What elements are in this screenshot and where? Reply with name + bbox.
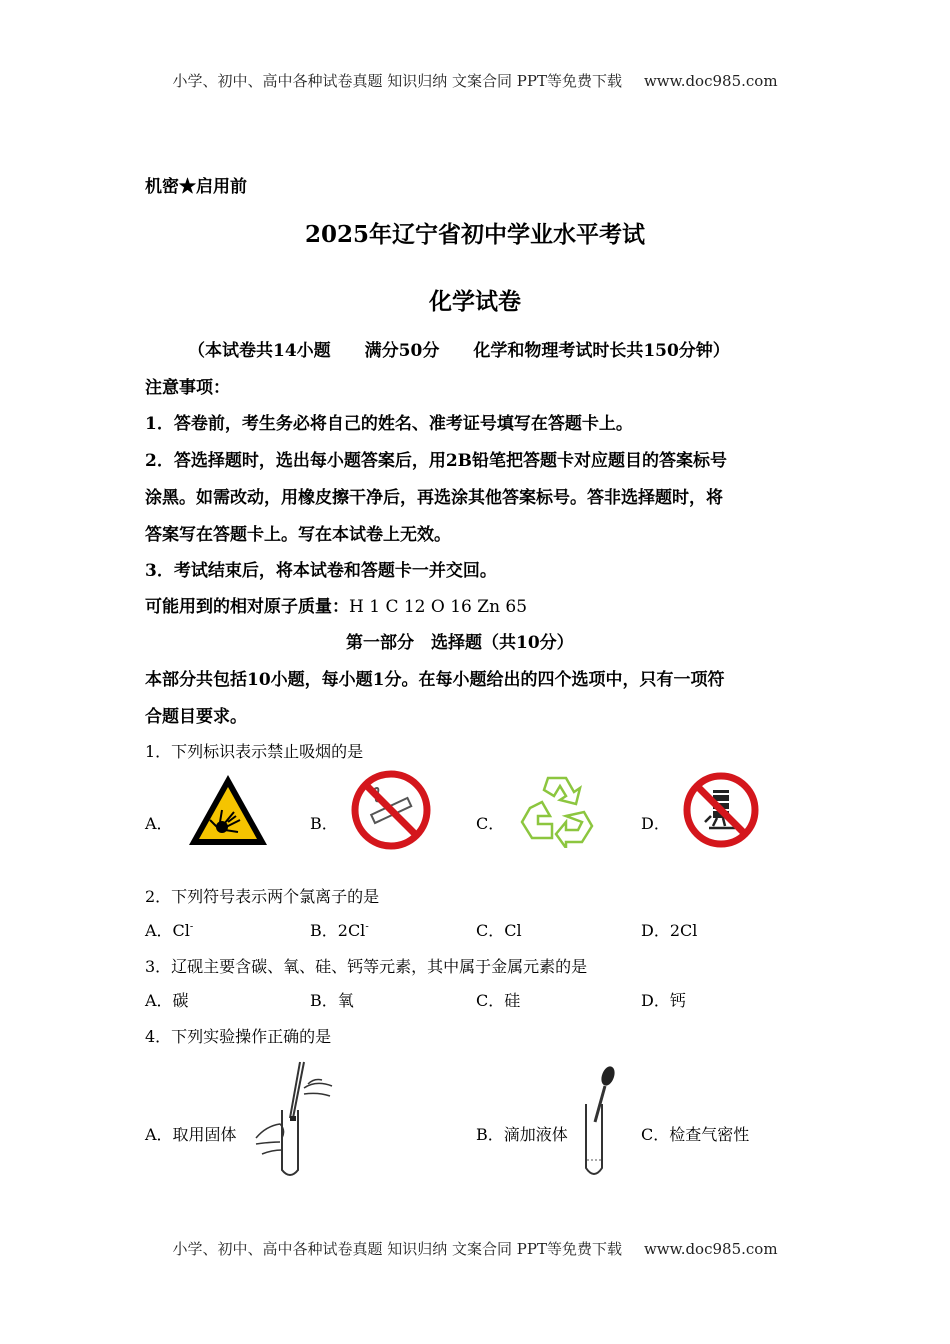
note-item-3: 3．考试结束后，将本试卷和答题卡一并交回。 <box>145 561 497 581</box>
q3-option-c: C．硅 <box>476 991 521 1010</box>
no-firecrackers-icon <box>683 772 759 848</box>
test-tube <box>586 1104 602 1174</box>
footer-text: 小学、初中、高中各种试卷真题 知识归纳 文案合同 PPT等免费下载 <box>172 1240 622 1258</box>
atomic-mass-values: H 1 C 12 O 16 Zn 65 <box>349 597 528 617</box>
part1-intro-line-1: 本部分共包括10小题，每小题1分。在每小题给出的四个选项中，只有一项符 <box>145 670 725 690</box>
page-header <box>0 70 950 91</box>
exam-subtitle: 化学试卷 <box>429 288 521 315</box>
q1-option-b: B． <box>310 814 338 833</box>
q4-option-b: B．滴加液体 <box>476 1125 568 1144</box>
header-url[interactable]: www.doc985.com <box>643 72 778 90</box>
q3-option-a: A．碳 <box>145 991 189 1010</box>
q2-option-a-text: A．Cl <box>145 921 190 940</box>
q2-option-b-text: B．2Cl <box>310 921 366 940</box>
part1-heading: 第一部分 选择题（共10分） <box>346 633 574 653</box>
part1-intro-line-2: 合题目要求。 <box>145 707 247 727</box>
note-item-2-line-3: 答案写在答题卡上。写在本试卷上无效。 <box>145 525 451 545</box>
q1-option-d: D． <box>641 814 670 833</box>
q3-stem: 3．辽砚主要含碳、氧、硅、钙等元素，其中属于金属元素的是 <box>145 957 588 976</box>
note-item-2-line-1: 2．答选择题时，选出每小题答案后，用2B铅笔把答题卡对应题目的答案标号 <box>145 451 728 471</box>
q1-option-a: A． <box>145 814 173 833</box>
q4-option-a: A．取用固体 <box>145 1125 237 1144</box>
footer-url[interactable]: www.doc985.com <box>643 1240 778 1258</box>
atomic-mass-line <box>145 592 527 617</box>
recycle-icon <box>518 772 596 848</box>
q2-option-c: C．Cl <box>476 921 522 940</box>
exam-info: （本试卷共14小题 满分50分 化学和物理考试时长共150分钟） <box>188 341 730 361</box>
q2-option-d: D．2Cl <box>641 921 698 940</box>
dropper <box>595 1065 617 1122</box>
q2-option-a-charge: - <box>189 921 194 933</box>
q2-stem: 2．下列符号表示两个氯离子的是 <box>145 887 380 906</box>
explosive-warning-icon <box>186 772 270 848</box>
notes-heading: 注意事项： <box>145 378 230 398</box>
q4-stem: 4．下列实验操作正确的是 <box>145 1027 332 1046</box>
q2-option-a <box>145 918 193 941</box>
page-footer <box>0 1238 950 1259</box>
solid-taking-illustration <box>252 1058 336 1182</box>
q3-option-b: B．氧 <box>310 991 354 1010</box>
q2-option-b-charge: - <box>365 921 369 933</box>
header-text: 小学、初中、高中各种试卷真题 知识归纳 文案合同 PPT等免费下载 <box>172 72 622 90</box>
exam-title: 2025年辽宁省初中学业水平考试 <box>304 221 645 248</box>
dropper-illustration <box>578 1064 622 1182</box>
q4-option-c: C．检查气密性 <box>641 1125 750 1144</box>
q1-option-c: C． <box>476 814 505 833</box>
note-item-1: 1．答卷前，考生务必将自己的姓名、准考证号填写在答题卡上。 <box>145 414 633 434</box>
q2-option-b <box>310 918 369 941</box>
secret-label: 机密★启用前 <box>145 177 247 197</box>
atomic-mass-label: 可能用到的相对原子质量： <box>145 597 349 617</box>
note-item-2-line-2: 涂黑。如需改动，用橡皮擦干净后，再选涂其他答案标号。答非选择题时，将 <box>145 488 723 508</box>
q1-stem: 1．下列标识表示禁止吸烟的是 <box>145 742 364 761</box>
no-smoking-icon <box>351 770 431 850</box>
q3-option-d: D．钙 <box>641 991 686 1010</box>
